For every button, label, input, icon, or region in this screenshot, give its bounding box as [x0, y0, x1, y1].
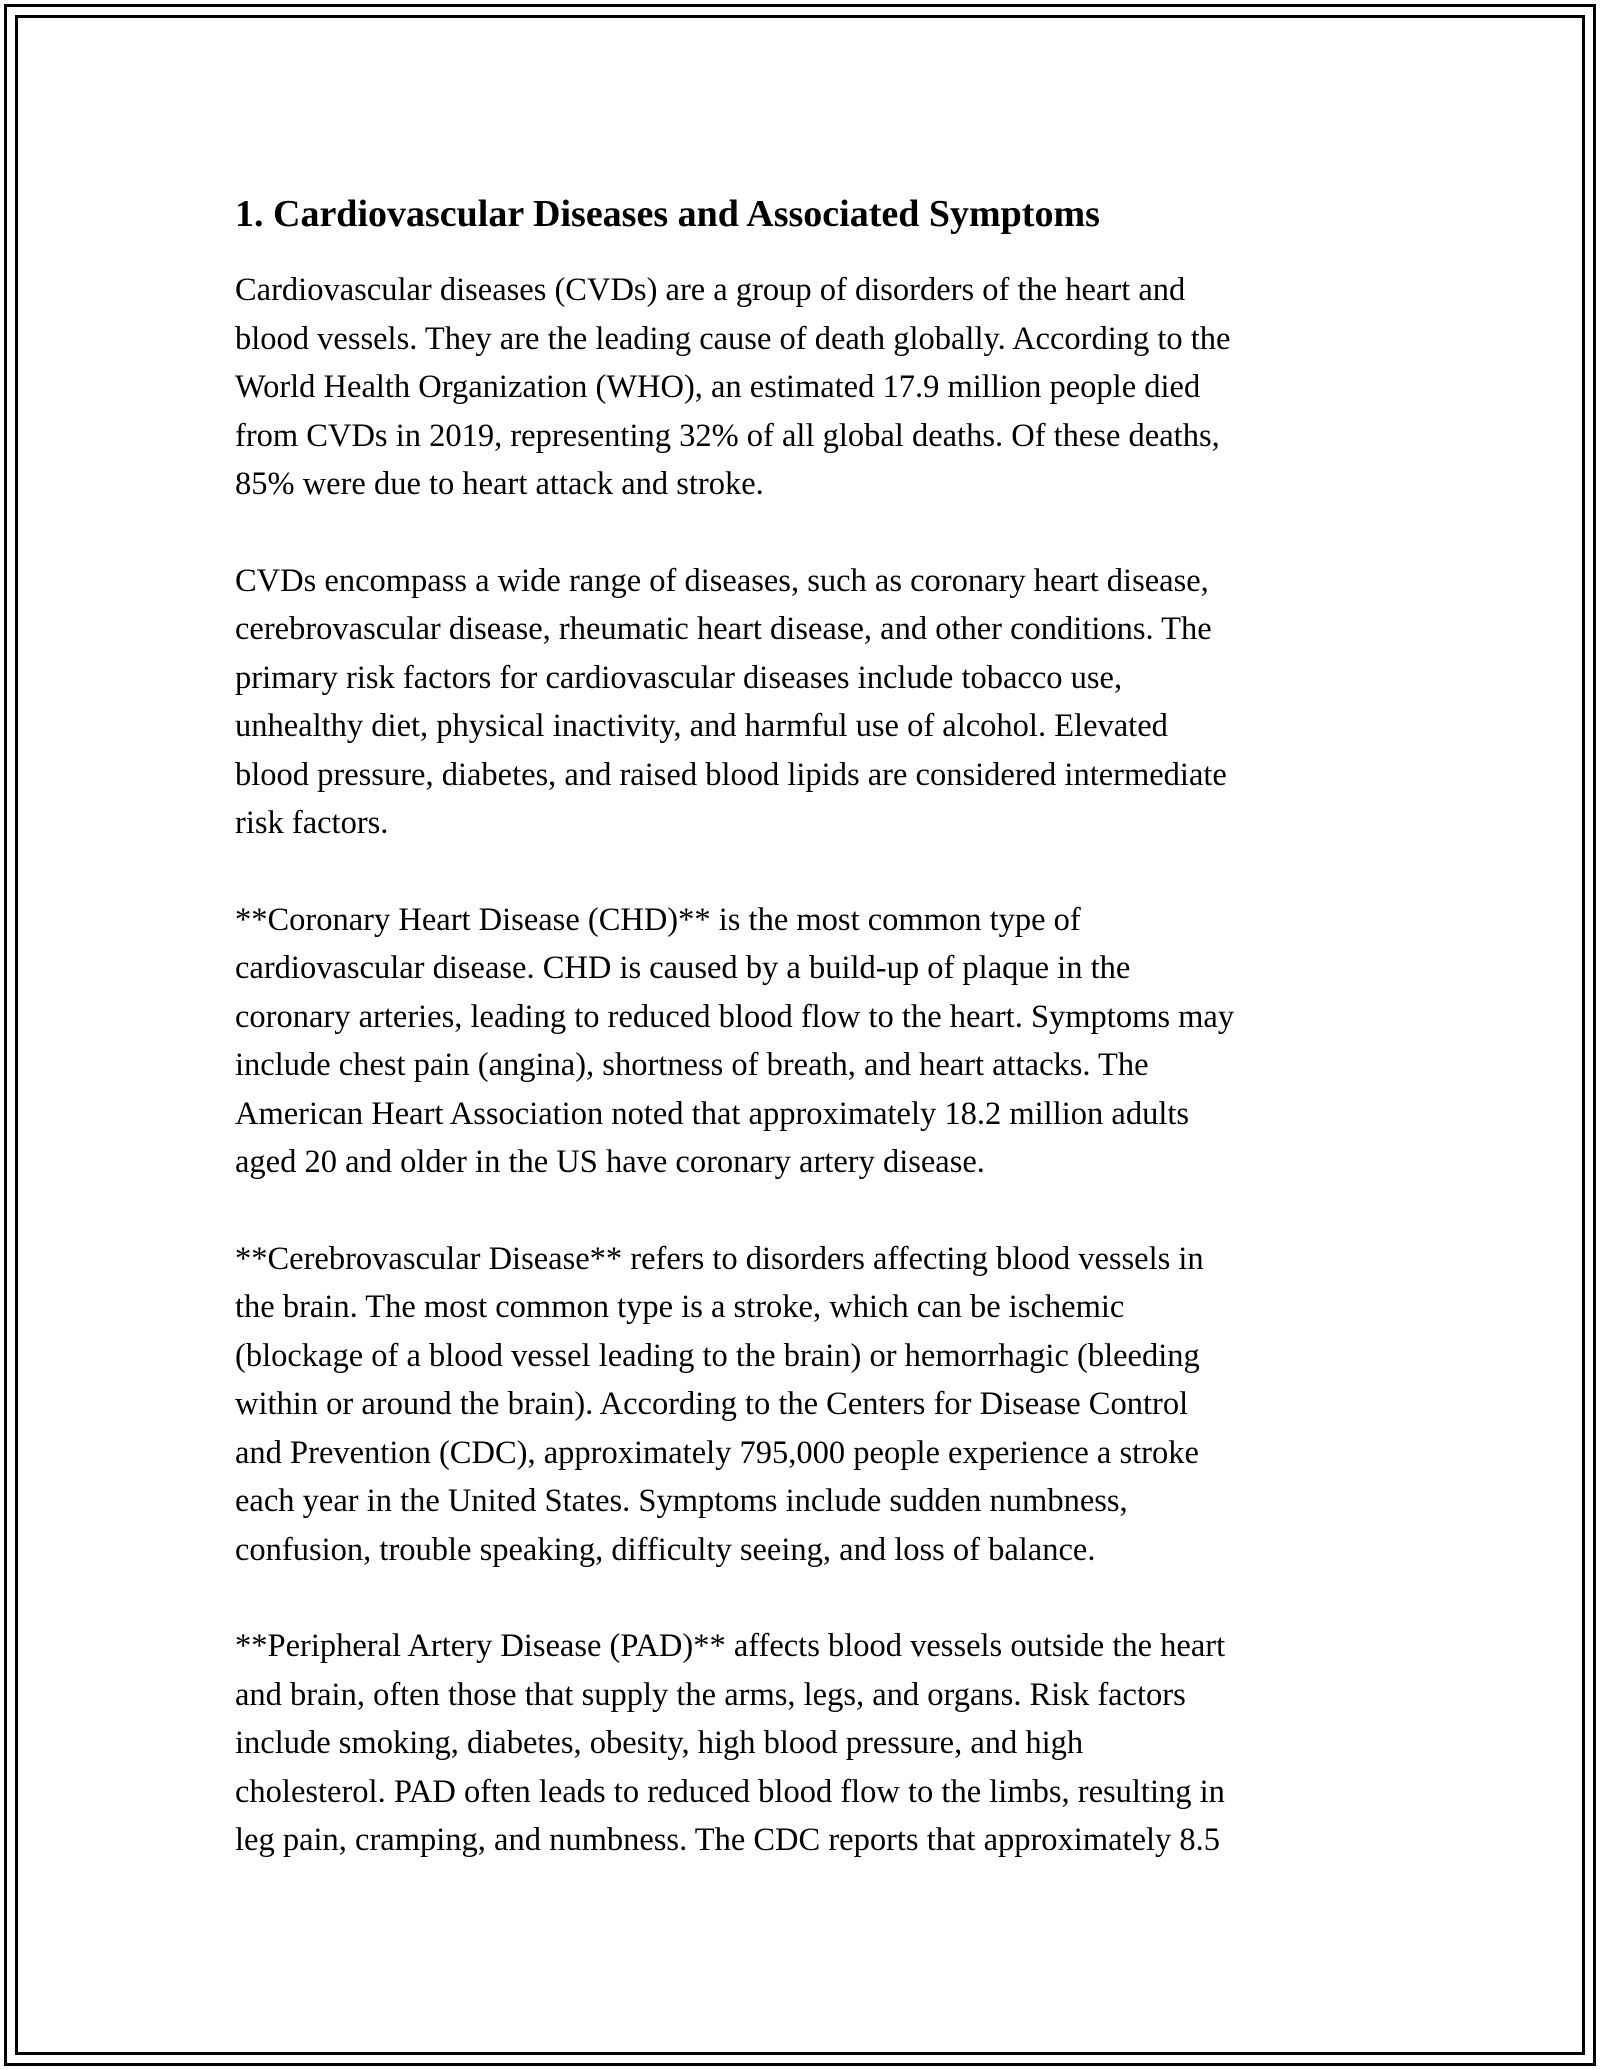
section-title: 1. Cardiovascular Diseases and Associated Symptoms	[235, 193, 1100, 235]
paragraph-coronary-heart-disease: **Coronary Heart Disease (CHD)** is the most common type of cardiovascular disease. CHD is caused by a build-up of plaque in the coronary arteries, leading to reduced blood flow to the heart. Symptoms may include chest pain (angina), shortness of breath, and heart attacks. The American Heart Association noted that approximately 18.2 million adults aged 20 and older in the US have coronary artery disease.	[235, 901, 1235, 1180]
document-body	[235, 188, 1375, 1913]
paragraph-cvd-risk-factors: CVDs encompass a wide range of diseases, such as coronary heart disease, cerebrovascular disease, rheumatic heart disease, and other conditions. The primary risk factors for cardiovascular diseases include tobacco use, unhealthy diet, physical inactivity, and harmful use of alcohol. Elevated blood pressure, diabetes, and raised blood lipids are considered intermediate risk factors.	[235, 562, 1227, 841]
paragraph-peripheral-artery-disease: **Peripheral Artery Disease (PAD)** affects blood vessels outside the heart and brain, often those that supply the arms, legs, and organs. Risk factors include smoking, diabetes, obesity, high blood pressure, and high cholesterol. PAD often leads to reduced blood flow to the limbs, resulting in leg pain, cramping, and numbness. The CDC reports that approximately 8.5	[235, 1628, 1226, 1858]
paragraph-cerebrovascular-disease: **Cerebrovascular Disease** refers to disorders affecting blood vessels in the brain. The most common type is a stroke, which can be ischemic (blockage of a blood vessel leading to the brain) or hemorrhagic (bleeding within or around the brain). According to the Centers for Disease Control and Prevention (CDC), approximately 795,000 people experience a stroke each year in the United States. Symptoms include sudden numbness, confusion, trouble speaking, difficulty seeing, and loss of balance.	[235, 1240, 1204, 1568]
paragraph-cvd-overview: Cardiovascular diseases (CVDs) are a group of disorders of the heart and blood vessels. They are the leading cause of death globally. According to the World Health Organization (WHO), an estimated 17.9 million people died from CVDs in 2019, representing 32% of all global deaths. Of these deaths, 85% were due to heart attack and stroke.	[235, 272, 1231, 502]
